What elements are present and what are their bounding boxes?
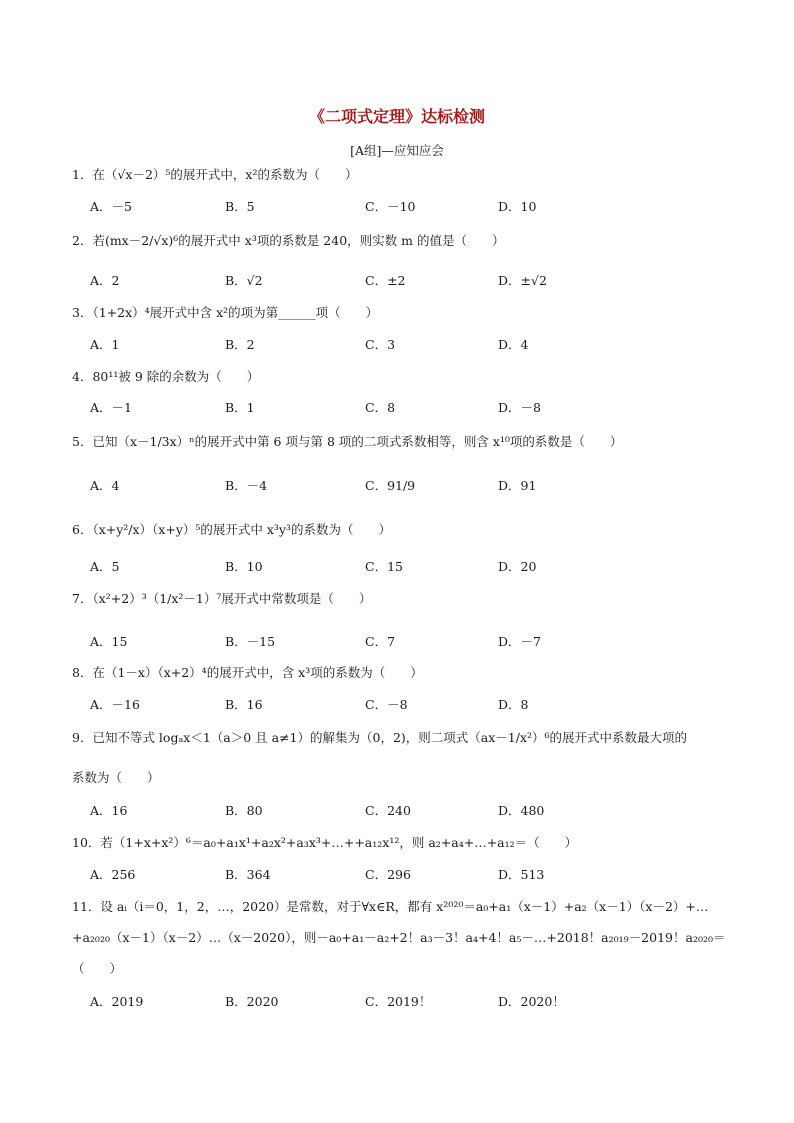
option-a[interactable]: A．2019 [90,994,144,1009]
option-c[interactable]: C．15 [365,559,403,574]
question-text: 5．已知（x－1/3x）ⁿ的展开式中第 6 项与第 8 项的二项式系数相等，则含 x¹⁰项的系数是（ ） [72,434,623,449]
option-d[interactable]: D．20 [498,559,537,574]
option-c[interactable]: C．－10 [365,199,416,214]
question-9-line-2 [72,769,762,787]
option-a[interactable]: A．－1 [90,400,132,415]
option-c[interactable]: C．3 [365,337,396,352]
option-c[interactable]: C．91/9 [365,478,416,493]
option-c[interactable]: C．240 [365,803,411,818]
option-c[interactable]: C．－8 [365,697,408,712]
question-text: 10．若（1+x+x²）⁶＝a₀+a₁x¹+a₂x²+a₃x³+…++a₁₂x¹²，则 a₂+a₄+…+a₁₂＝（ ） [72,835,578,850]
question-text: 11．设 aᵢ（i＝0，1，2，…，2020）是常数，对于∀x∈R，都有 x²⁰²⁰＝a₀+a₁（x－1）+a₂（x－1）（x－2）+… [72,899,709,914]
option-b[interactable]: B．－15 [225,634,276,649]
section-subtitle: [A组]—应知应会 [350,143,444,158]
question-2 [72,232,762,250]
option-c[interactable]: C．7 [365,634,396,649]
option-d[interactable]: D．4 [498,337,529,352]
option-b[interactable]: B．5 [225,199,255,214]
option-d[interactable]: D．480 [498,803,545,818]
question-text: 6．（x+y²/x）（x+y）⁵的展开式中 x³y³的系数为（ ） [72,522,392,537]
option-a[interactable]: A．4 [90,478,120,493]
question-1 [72,166,762,184]
option-d[interactable]: D．513 [498,867,545,882]
option-a[interactable]: A．2 [90,273,120,288]
question-text: 3．（1+2x）⁴展开式中含 x²的项为第______项（ ） [72,305,379,320]
question-3 [72,304,762,322]
option-b[interactable]: B．16 [225,697,263,712]
question-text-continued: +a₂₀₂₀（x－1）（x－2）…（x－2020），则－a₀+a₁－a₂+2！a₃－3！a₄+4！a₅－…+2018！a₂₀₁₉－2019！a₂₀₂₀＝ [72,930,726,945]
question-6 [72,521,762,539]
question-text: 8．在（1－x）（x+2）⁴的展开式中，含 x³项的系数为（ ） [72,665,423,680]
option-c[interactable]: C．296 [365,867,411,882]
question-text: 4．80¹¹被 9 除的余数为（ ） [72,369,260,384]
question-text: 7．（x²+2）³（1/x²－1）⁷展开式中常数项是（ ） [72,591,372,606]
question-text-continued: 系数为（ ） [72,770,160,785]
option-b[interactable]: B．－4 [225,478,268,493]
question-9 [72,729,762,747]
question-text: 9．已知不等式 logₐx＜1（a＞0 且 a≠1）的解集为（0，2)，则二项式（ax－1/x²）⁶的展开式中系数最大项的 [72,730,688,745]
question-11-line-3 [72,960,762,978]
option-a[interactable]: A．256 [90,867,136,882]
option-b[interactable]: B．1 [225,400,255,415]
question-8 [72,664,762,682]
option-b[interactable]: B．10 [225,559,263,574]
option-d[interactable]: D．2020！ [498,994,565,1009]
question-11-line-2 [72,929,762,947]
option-b[interactable]: B．80 [225,803,263,818]
option-d[interactable]: D．8 [498,697,529,712]
option-a[interactable]: A．－16 [90,697,140,712]
option-d[interactable]: D．－7 [498,634,541,649]
option-b[interactable]: B．2 [225,337,255,352]
question-text-continued: （ ） [72,961,123,976]
option-b[interactable]: B．364 [225,867,271,882]
question-text: 1．在（√x－2）⁵的展开式中，x²的系数为（ ） [72,167,358,182]
option-c[interactable]: C．±2 [365,273,406,288]
question-5 [72,433,762,451]
option-b[interactable]: B．2020 [225,994,279,1009]
option-a[interactable]: A．16 [90,803,128,818]
option-d[interactable]: D．91 [498,478,537,493]
question-text: 2．若(mx－2/√x)⁶的展开式中 x³项的系数是 240，则实数 m 的值是（ ） [72,233,505,248]
question-11 [72,898,762,916]
option-d[interactable]: D．－8 [498,400,541,415]
page-title: 《二项式定理》达标检测 [308,107,485,126]
option-c[interactable]: C．2019！ [365,994,432,1009]
option-a[interactable]: A．5 [90,559,120,574]
option-c[interactable]: C．8 [365,400,396,415]
option-d[interactable]: D．±√2 [498,273,547,288]
option-a[interactable]: A．1 [90,337,120,352]
question-4 [72,368,762,386]
option-b[interactable]: B．√2 [225,273,263,288]
option-a[interactable]: A．15 [90,634,128,649]
option-d[interactable]: D．10 [498,199,537,214]
question-10 [72,834,762,852]
option-a[interactable]: A．－5 [90,199,132,214]
question-7 [72,590,762,608]
